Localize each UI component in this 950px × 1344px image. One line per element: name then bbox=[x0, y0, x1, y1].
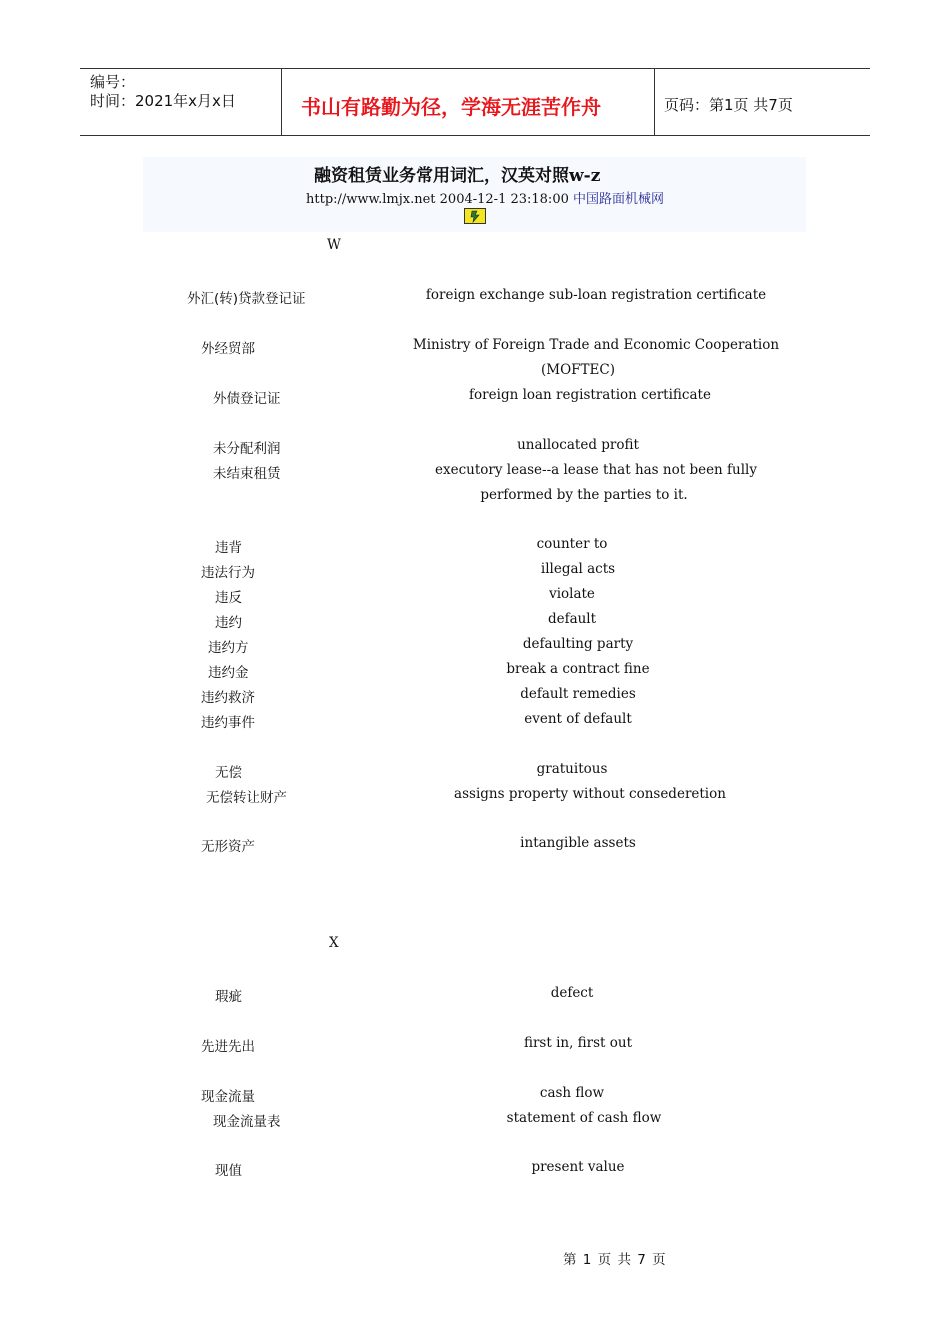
term-en: unallocated profit bbox=[517, 437, 639, 453]
term-en: statement of cash flow bbox=[506, 1110, 662, 1126]
page-footer: 第 1 页 共 7 页 bbox=[563, 1252, 667, 1268]
header-motto: 书山有路勤为径，学海无涯苦作舟 bbox=[301, 95, 601, 119]
term-en: defect bbox=[550, 985, 594, 1001]
term-en: counter to bbox=[536, 536, 608, 552]
term-zh: 违约金 bbox=[208, 665, 249, 681]
term-en: gratuitous bbox=[536, 761, 608, 777]
term-zh: 现值 bbox=[215, 1163, 242, 1179]
term-en: defaulting party bbox=[522, 636, 634, 652]
term-en: first in, first out bbox=[523, 1035, 633, 1051]
term-zh: 违约救济 bbox=[201, 690, 255, 706]
term-en: default bbox=[547, 611, 597, 627]
header-divider-right bbox=[654, 68, 655, 136]
term-zh: 无偿 bbox=[215, 765, 242, 781]
term-zh: 无形资产 bbox=[201, 839, 255, 855]
document-number-label: 编号： bbox=[90, 73, 136, 91]
term-en: cash flow bbox=[539, 1085, 605, 1101]
term-zh: 未分配利润 bbox=[213, 441, 281, 457]
term-zh: 违背 bbox=[215, 540, 242, 556]
term-zh: 违约方 bbox=[208, 640, 249, 656]
term-en-continued: performed by the parties to it. bbox=[480, 487, 688, 503]
article-site-link[interactable]: 中国路面机械网 bbox=[573, 192, 665, 207]
term-en: Ministry of Foreign Trade and Economic Cooperation bbox=[412, 337, 780, 353]
section-letter-x: X bbox=[329, 935, 339, 951]
section-letter-w: W bbox=[327, 237, 341, 253]
term-en: violate bbox=[549, 586, 595, 602]
article-title: 融资租赁业务常用词汇，汉英对照w-z bbox=[314, 166, 601, 186]
header-page-label: 页码：第1页 共7页 bbox=[664, 96, 793, 114]
term-en: illegal acts bbox=[540, 561, 616, 577]
term-zh: 违约 bbox=[215, 615, 242, 631]
term-en: intangible assets bbox=[520, 835, 636, 851]
term-zh: 外经贸部 bbox=[201, 341, 255, 357]
term-en: foreign loan registration certificate bbox=[469, 387, 711, 403]
term-zh: 现金流量表 bbox=[213, 1114, 281, 1130]
term-zh: 违约事件 bbox=[201, 715, 255, 731]
term-zh: 违法行为 bbox=[201, 565, 255, 581]
term-zh: 现金流量 bbox=[201, 1089, 255, 1105]
term-en: foreign exchange sub-loan registration certificate bbox=[425, 287, 767, 303]
term-zh: 未结束租赁 bbox=[213, 466, 281, 482]
term-en-continued: (MOFTEC) bbox=[541, 362, 615, 378]
term-en: break a contract fine bbox=[506, 661, 650, 677]
term-en: executory lease--a lease that has not been fully bbox=[434, 462, 758, 478]
article-meta bbox=[306, 188, 664, 207]
document-time-label: 时间：2021年x月x日 bbox=[90, 92, 236, 110]
term-en: default remedies bbox=[520, 686, 636, 702]
header-top-rule bbox=[80, 68, 870, 69]
term-zh: 违反 bbox=[215, 590, 242, 606]
article-url-date: http://www.lmjx.net 2004-12-1 23:18:00 bbox=[306, 192, 569, 207]
term-zh: 外汇(转)贷款登记证 bbox=[187, 291, 306, 307]
term-en: event of default bbox=[524, 711, 632, 727]
header-divider-left bbox=[281, 68, 282, 136]
term-zh: 外债登记证 bbox=[213, 391, 281, 407]
print-icon[interactable] bbox=[464, 208, 486, 224]
header-bottom-rule bbox=[80, 135, 870, 136]
term-zh: 先进先出 bbox=[201, 1039, 255, 1055]
term-zh: 无偿转让财产 bbox=[206, 790, 287, 806]
term-en: present value bbox=[531, 1159, 625, 1175]
term-zh: 瑕疵 bbox=[215, 989, 242, 1005]
term-en: assigns property without consederetion bbox=[454, 786, 726, 802]
